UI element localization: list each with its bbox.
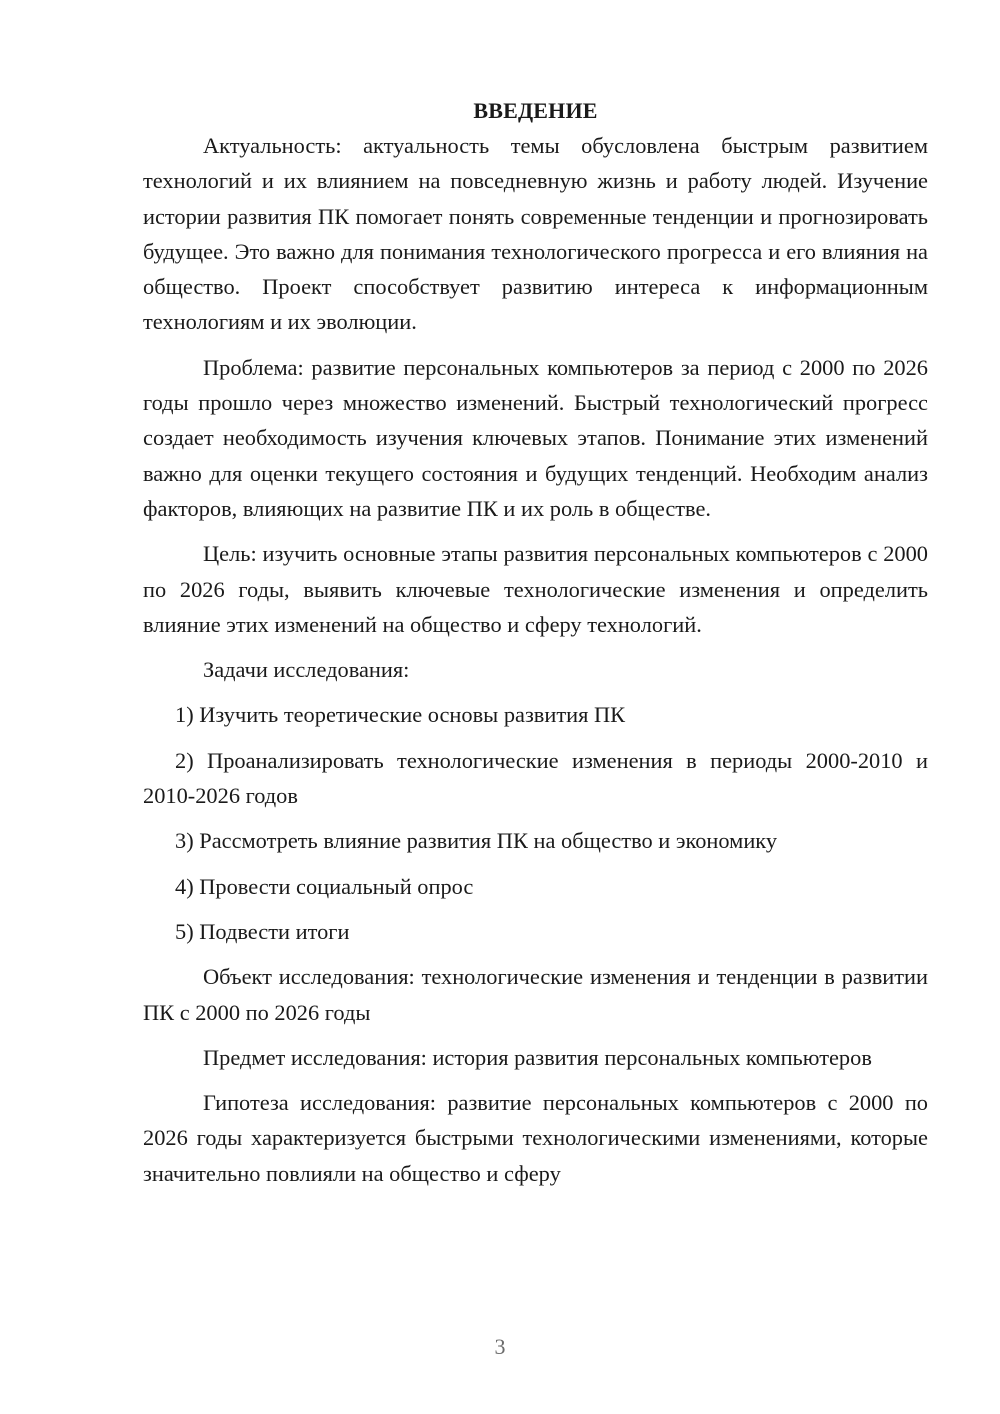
paragraph-hypothesis: Гипотеза исследования: развитие персональных компьютеров с 2000 по 2026 годы характеризуется быстрыми технологическими изменениями, которые значительно повлияли на общество и сферу (143, 1090, 928, 1186)
task-item-1: 1) Изучить теоретические основы развития ПК (175, 702, 626, 728)
task-item-3: 3) Рассмотреть влияние развития ПК на общество и экономику (175, 828, 778, 854)
page-number: 3 (494, 1334, 506, 1359)
section-heading: ВВЕДЕНИЕ (473, 98, 598, 123)
task-item-5: 5) Подвести итоги (175, 918, 350, 944)
paragraph-goal: Цель: изучить основные этапы развития персональных компьютеров с 2000 по 2026 годы, выявить ключевые технологические изменения и определить влияние этих изменений на общество и сферу технологий. (143, 541, 928, 637)
tasks-title: Задачи исследования: (203, 657, 410, 683)
paragraph-relevance: Актуальность: актуальность темы обусловлена быстрым развитием технологий и их влиянием на повседневную жизнь и работу людей. Изучение истории развития ПК помогает понять современные тенденции и прогнозировать будущее. Это важно для понимания технологического прогресса и его влияния на общество. Проект способствует развитию интереса к информационным технологиям и их эволюции. (143, 133, 928, 335)
task-item-4: 4) Провести социальный опрос (175, 873, 474, 899)
paragraph-problem: Проблема: развитие персональных компьютеров за период с 2000 по 2026 годы прошло через множество изменений. Быстрый технологический прогресс создает необходимость изучения ключевых этапов. Понимание этих изменений важно для оценки текущего состояния и будущих тенденций. Необходим анализ факторов, влияющих на развитие ПК и их роль в обществе. (143, 354, 928, 521)
task-item-2: 2) Проанализировать технологические изменения в периоды 2000-2010 и 2010-2026 годов (143, 747, 928, 809)
paragraph-object: Объект исследования: технологические изменения и тенденции в развитии ПК с 2000 по 2026 годы (143, 964, 928, 1025)
page-content (143, 93, 928, 1191)
paragraph-subject: Предмет исследования: история развития персональных компьютеров (203, 1044, 872, 1070)
